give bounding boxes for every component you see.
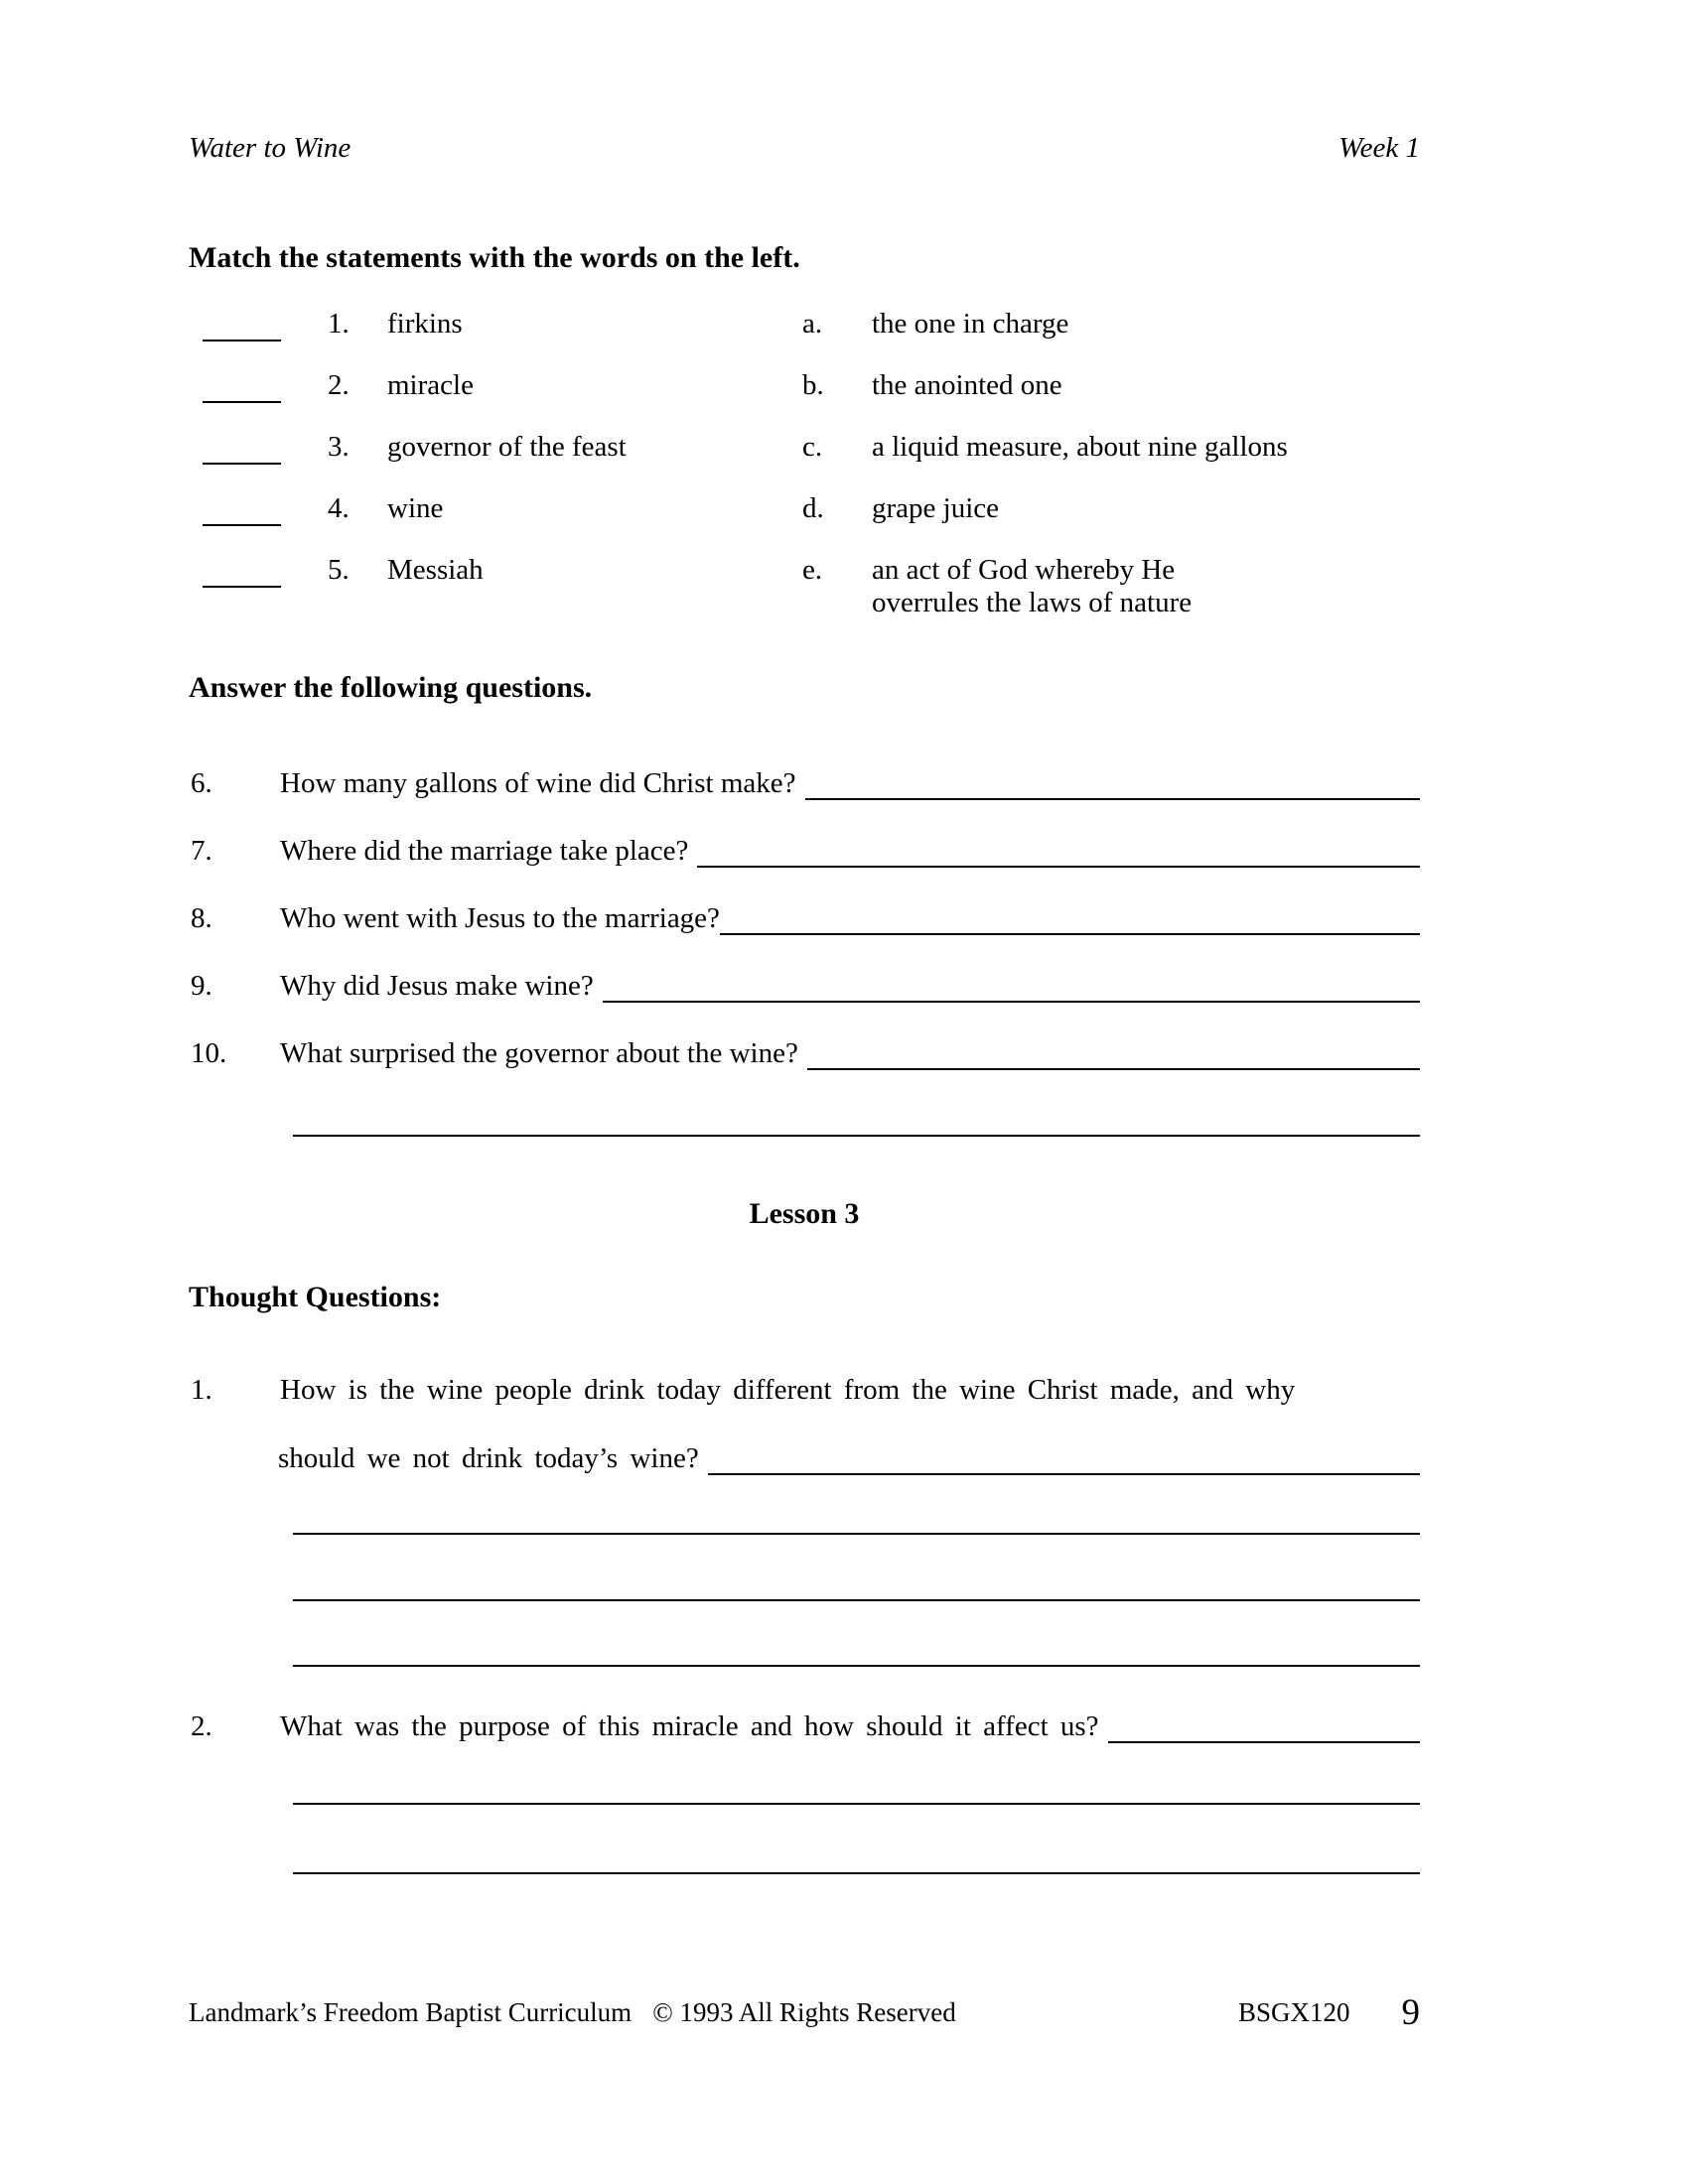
question-number: 1. xyxy=(191,1374,212,1406)
answer-line xyxy=(807,1067,1420,1070)
footer-product-code: BSGX120 xyxy=(1237,1997,1350,2028)
question-number: 6. xyxy=(191,767,212,799)
question-text: What was the purpose of this miracle and how should it affect us? xyxy=(280,1710,1099,1742)
page-header xyxy=(189,133,1420,165)
question-row xyxy=(189,834,1420,868)
answer-line xyxy=(1108,1740,1420,1743)
match-term: Messiah xyxy=(387,554,484,586)
answer-line xyxy=(708,1472,1420,1475)
match-term: wine xyxy=(387,492,444,524)
footer-publisher: Landmark’s Freedom Baptist Curriculum xyxy=(189,1997,633,2028)
thought-questions-heading: Thought Questions: xyxy=(189,1281,442,1313)
blank-answer-line xyxy=(293,1872,1420,1874)
matching-section-heading: Match the statements with the words on the left. xyxy=(189,241,800,274)
question-text: Who went with Jesus to the marriage? xyxy=(280,902,720,934)
matching-table xyxy=(189,308,1420,619)
match-letter: c. xyxy=(802,431,823,463)
match-letter: a. xyxy=(802,308,823,340)
question-row xyxy=(189,766,1420,800)
blank-answer-line xyxy=(293,1533,1420,1535)
answer-blank xyxy=(203,308,281,341)
page-number: 9 xyxy=(1401,1992,1420,2033)
question-number: 7. xyxy=(191,835,212,867)
match-row xyxy=(189,308,1420,369)
answer-blank xyxy=(203,554,281,588)
question-number: 9. xyxy=(191,970,212,1002)
match-letter: b. xyxy=(802,369,824,401)
question-number: 2. xyxy=(191,1710,212,1742)
match-row xyxy=(189,554,1420,619)
match-number: 3. xyxy=(328,431,350,463)
question-text: How many gallons of wine did Christ make? xyxy=(280,767,796,799)
question-row xyxy=(189,969,1420,1003)
thought-question-1 xyxy=(189,1374,1420,1407)
question-row xyxy=(189,1036,1420,1070)
blank-answer-line xyxy=(293,1803,1420,1805)
match-definition: grape juice xyxy=(872,492,1000,524)
question-row xyxy=(189,901,1420,935)
blank-answer-line xyxy=(293,1599,1420,1601)
match-letter: e. xyxy=(802,554,823,586)
blank-answer-line xyxy=(293,1135,1420,1137)
blank-answer-line xyxy=(293,1665,1420,1667)
match-definition: the one in charge xyxy=(872,308,1069,340)
question-number: 8. xyxy=(191,902,212,934)
question-text: What surprised the governor about the wine? xyxy=(280,1037,798,1069)
match-term: firkins xyxy=(387,308,463,340)
match-row xyxy=(189,431,1420,492)
match-term: miracle xyxy=(387,369,474,401)
answer-blank xyxy=(203,492,281,526)
match-number: 1. xyxy=(328,308,350,340)
answer-blank xyxy=(203,369,281,403)
question-number: 10. xyxy=(191,1037,227,1069)
match-letter: d. xyxy=(802,492,824,524)
document-title: Water to Wine xyxy=(189,132,352,164)
answer-line xyxy=(697,865,1420,868)
match-number: 5. xyxy=(328,554,350,586)
question-text: How is the wine people drink today different from the wine Christ made, and why xyxy=(280,1374,1296,1406)
match-definition: a liquid measure, about nine gallons xyxy=(872,431,1288,463)
match-number: 2. xyxy=(328,369,350,401)
lesson-heading: Lesson 3 xyxy=(749,1197,860,1230)
page-footer xyxy=(189,1992,1420,2033)
match-term: governor of the feast xyxy=(387,431,627,463)
match-row xyxy=(189,492,1420,554)
match-number: 4. xyxy=(328,492,350,524)
footer-copyright: © 1993 All Rights Reserved xyxy=(652,1997,956,2028)
thought-question-2 xyxy=(189,1709,1420,1743)
match-definition: the anointed one xyxy=(872,369,1062,401)
question-text: should we not drink today’s wine? xyxy=(278,1442,699,1474)
week-label: Week 1 xyxy=(1338,132,1420,164)
answer-line xyxy=(603,1000,1420,1003)
match-row xyxy=(189,369,1420,431)
question-text: Why did Jesus make wine? xyxy=(280,970,594,1002)
thought-question-1-line2 xyxy=(189,1441,1420,1475)
questions-list xyxy=(189,766,1420,1104)
answer-blank xyxy=(203,431,281,465)
answer-line xyxy=(805,797,1421,800)
questions-section-heading: Answer the following questions. xyxy=(189,671,593,704)
match-definition: an act of God whereby He overrules the laws of nature xyxy=(872,554,1193,618)
answer-line xyxy=(720,932,1420,935)
question-text: Where did the marriage take place? xyxy=(280,835,689,867)
